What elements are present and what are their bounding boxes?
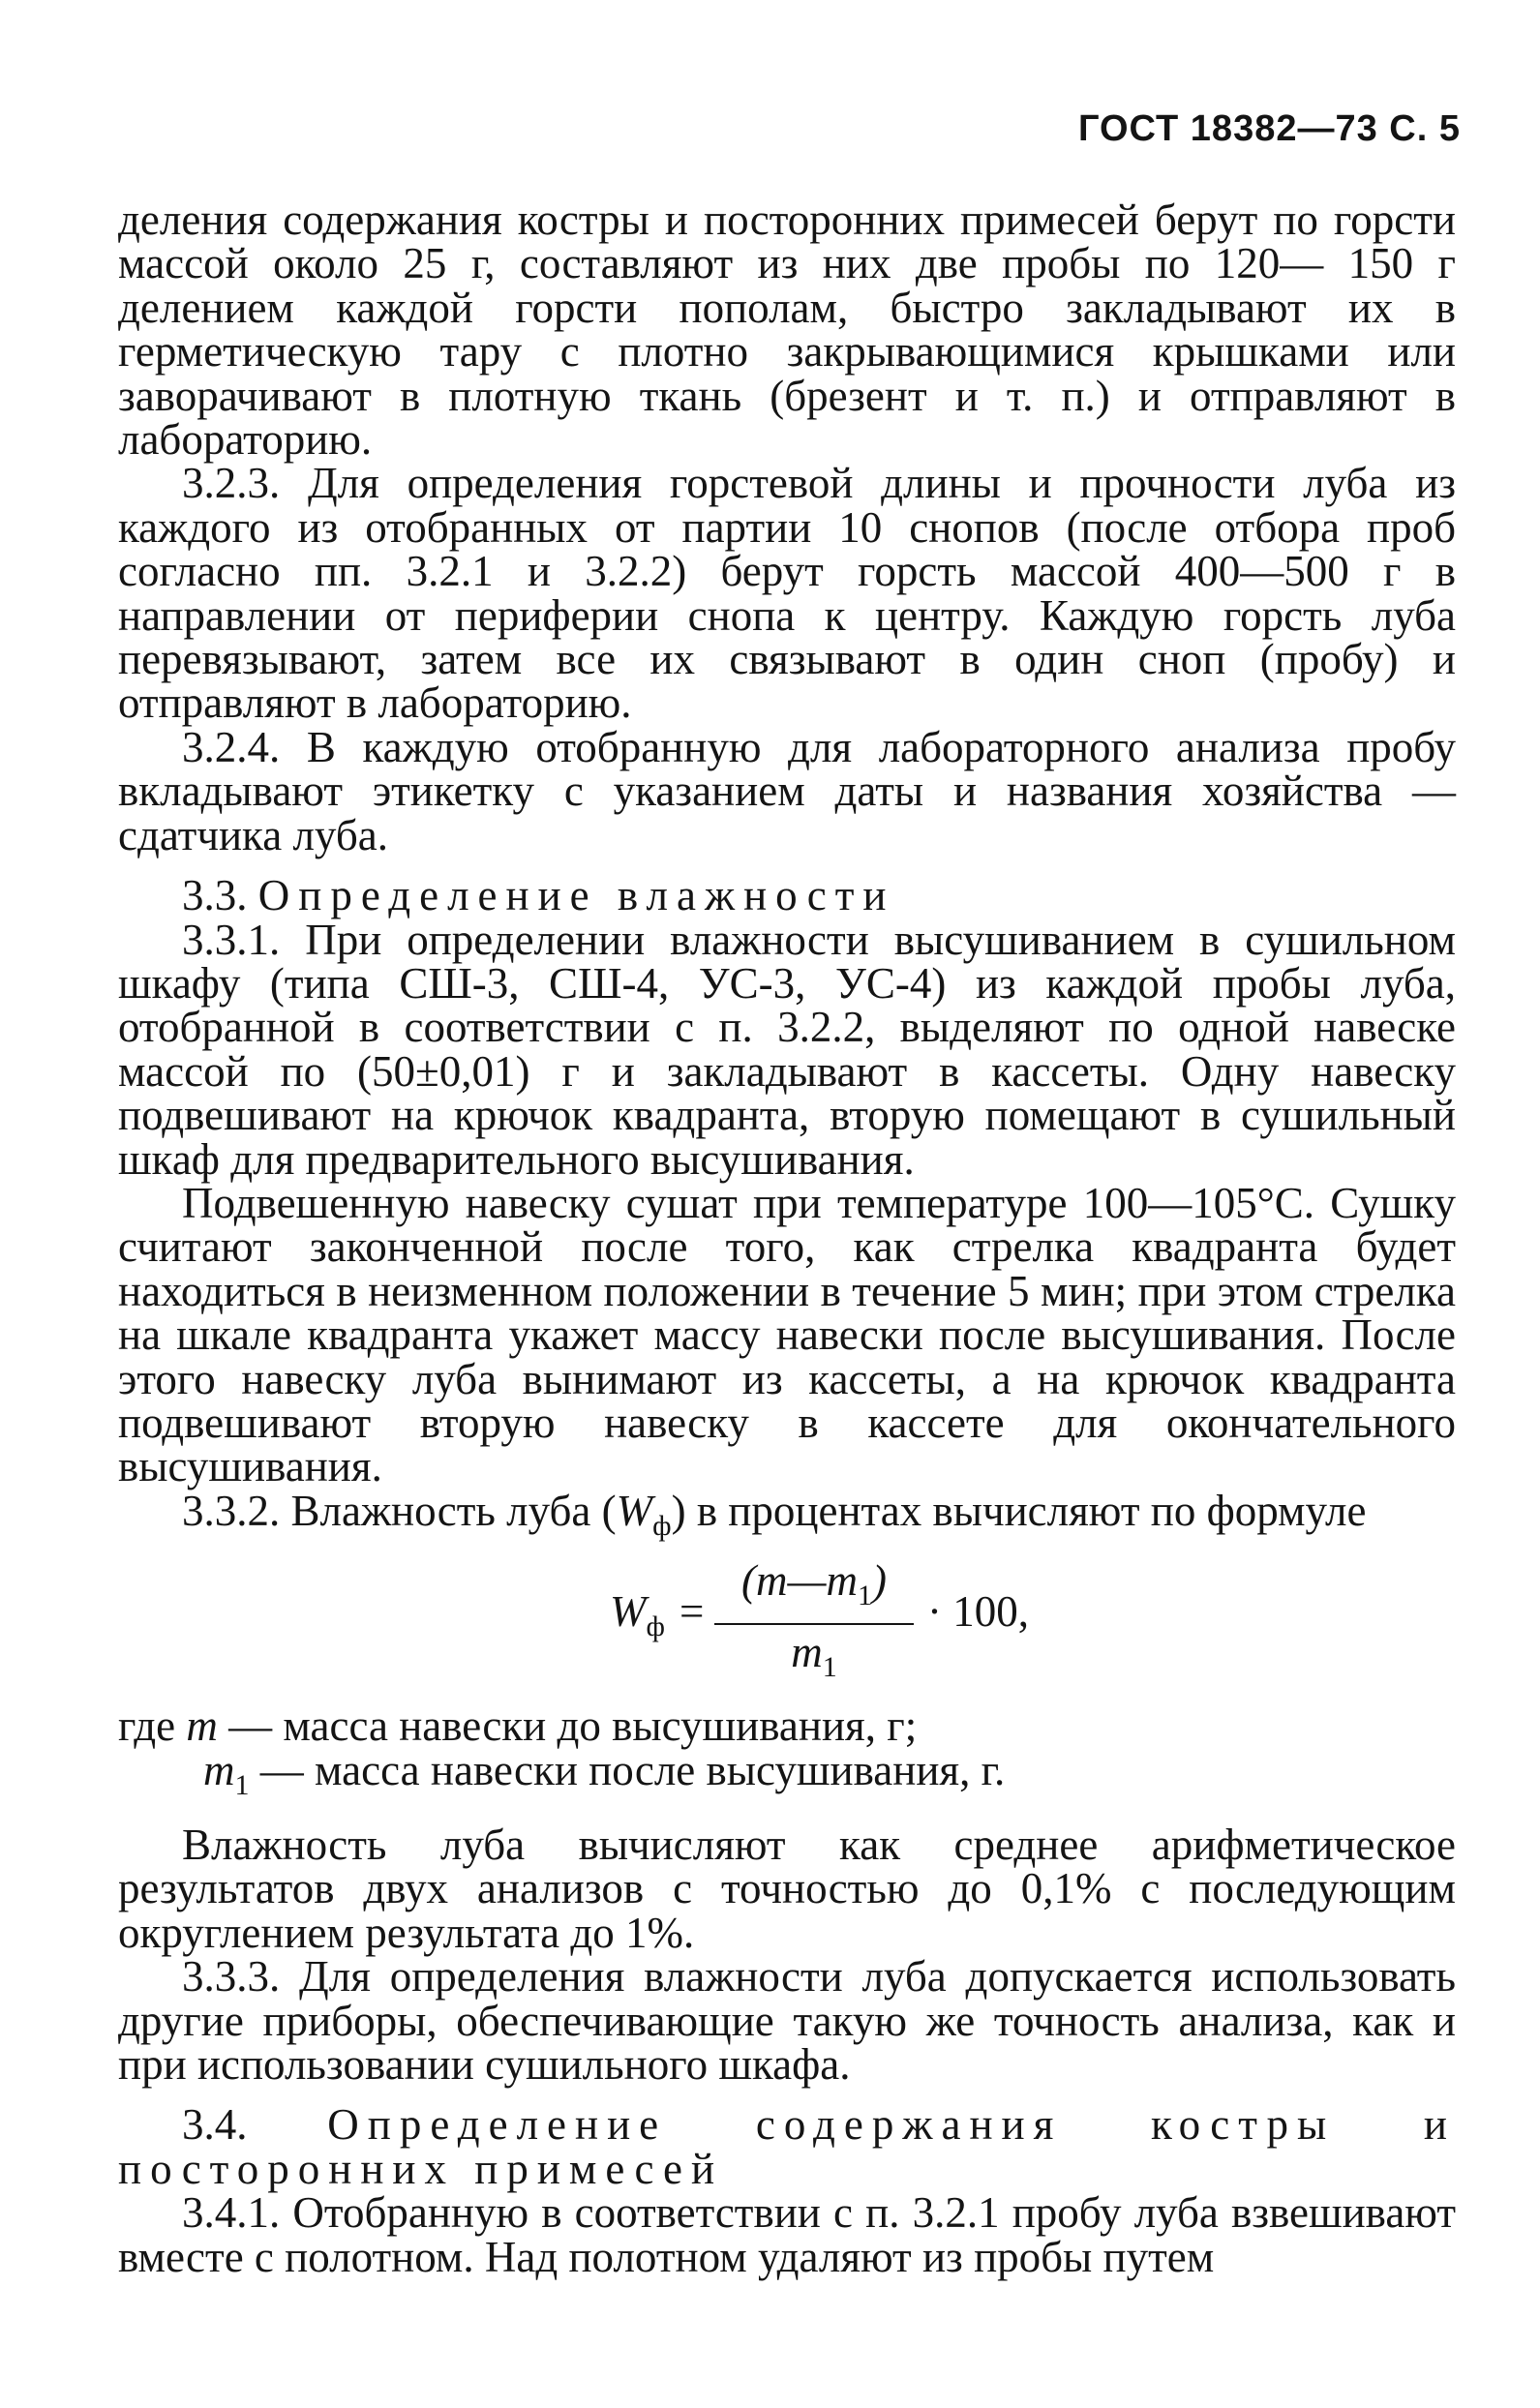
paragraph-3-3-3: 3.3.3. Для определения влажности луба допускается использовать другие приборы, обеспечивающие такую же точность анализа, как и при использовании сушильного шкафа. <box>118 1952 1456 2090</box>
paragraph-3-3-1: 3.3.1. При определении влажности высушиванием в сушильном шкафу (типа СШ-3, СШ-4, УС-3, УС-4) из каждой пробы луба, отобранной в соответствии с п. 3.2.2, выделяют по одной навеске массой по (50±0,01) г и закладывают в кассеты. Одну навеску подвешивают на крючок квадранта, вторую помещают в сушильный шкаф для предварительного высушивания. <box>118 915 1456 1184</box>
page-header: ГОСТ 18382—73 С. 5 <box>1077 108 1461 149</box>
paragraph-continuation: деления содержания костры и посторонних примесей берут по горсти массой около 25 г, составляют из них две пробы по 120— 150 г делением каждой горсти пополам, быстро закладывают их в герметическую тару с плотно закрывающимися крышками или заворачивают в плотную ткань (брезент и т. п.) и отправляют в лабораторию. <box>118 196 1456 465</box>
section-title: Определение содержания костры и посторонних примесей <box>118 2100 1456 2193</box>
formula-rhs: · 100, <box>927 1587 1029 1637</box>
formula-fraction <box>709 1557 920 1691</box>
formula-numerator: $(m—m_1)$ <box>740 1556 887 1612</box>
document-body <box>118 198 1456 2279</box>
section-number: 3.3. <box>182 871 248 920</box>
definition-m: где m — масса навески до высушивания, г; <box>118 1701 918 1751</box>
paragraph-3-2-4: 3.2.4. В каждую отобранную для лабораторного анализа пробу вкладывают этикетку с указанием даты и названия хозяйства — сдатчика луба. <box>118 722 1456 859</box>
formula-equals: = <box>679 1587 705 1637</box>
moisture-formula <box>118 1557 1456 1683</box>
section-heading-3-4 <box>118 2100 1456 2193</box>
paragraph-3-3-2: 3.3.2. Влажность луба $(W_ф)$ в процентах вычисляют по формуле <box>182 1486 1367 1542</box>
fraction-bar <box>714 1623 914 1625</box>
definition-m1: $m_1$ — масса навески после высушивания, г. <box>203 1745 1006 1801</box>
paragraph-3-2-3: 3.2.3. Для определения горстевой длины и прочности луба из каждого из отобранных от партии 10 снопов (после отбора проб согласно пп. 3.2.1 и 3.2.2) берут горсть массой 400—500 г в направлении от периферии снопа к центру. Каждую горсть луба перевязывают, затем все их связывают в один сноп (пробу) и отправляют в лабораторию. <box>118 459 1456 728</box>
paragraph-drying: Подвешенную навеску сушат при температуре 100—105°С. Сушку считают законченной после того, как стрелка квадранта будет находиться в неизменном положении в течение 5 мин; при этом стрелка на шкале квадранта укажет массу навески после высушивания. После этого навеску луба вынимают из кассеты, а на крючок квадранта подвешивают вторую навеску в кассете для окончательного высушивания. <box>118 1178 1456 1491</box>
formula-lhs: $W_ф$ <box>610 1587 665 1643</box>
section-number: 3.4. <box>182 2100 248 2150</box>
formula-denominator: $m_1$ <box>791 1628 837 1684</box>
paragraph-average: Влажность луба вычисляют как среднее арифметическое результатов двух анализов с точностью до 0,1% с последующим округлением результата до 1%. <box>118 1821 1456 1957</box>
section-title: Определение влажности <box>257 871 895 920</box>
paragraph-3-4-1: 3.4.1. Отобранную в соответствии с п. 3.2.1 пробу луба взвешивают вместе с полотном. Над полотном удаляют из пробы путем <box>118 2188 1456 2281</box>
section-heading-3-3 <box>118 871 1456 920</box>
